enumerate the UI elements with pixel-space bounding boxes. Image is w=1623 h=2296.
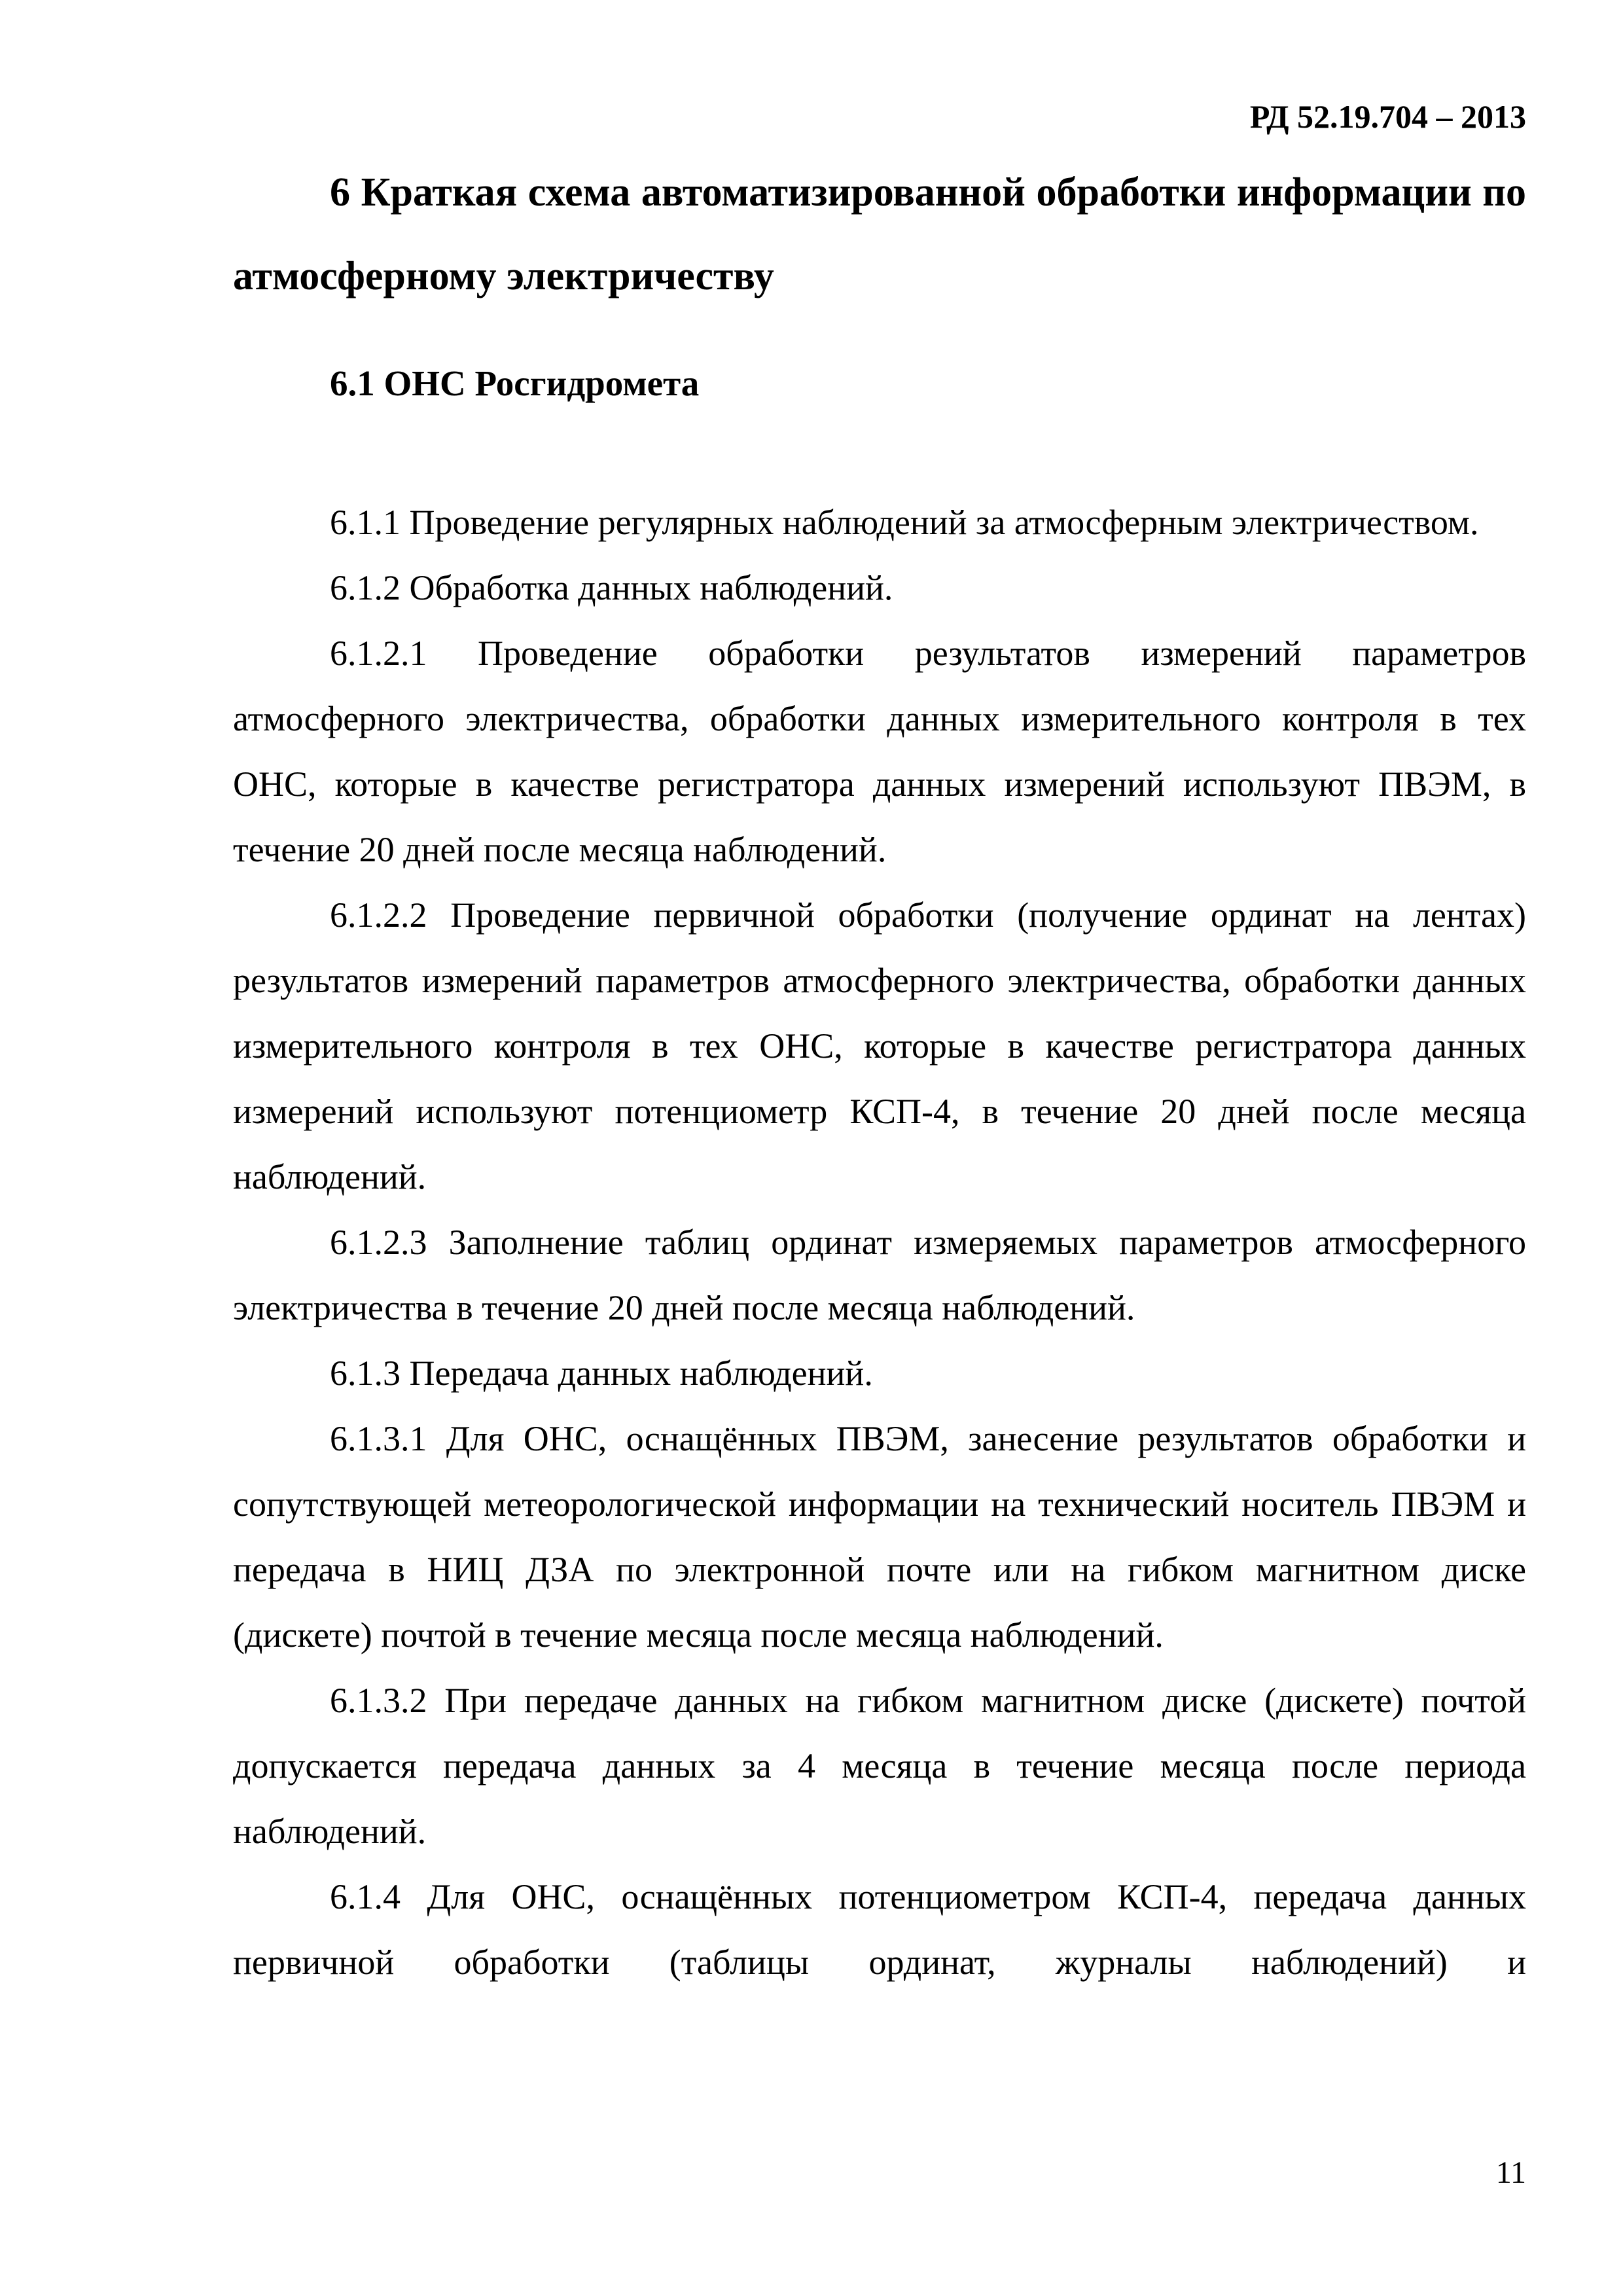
section-title: 6 Краткая схема автоматизированной обработки информации по атмосферному электричеству [233, 170, 1526, 298]
page-number: 11 [1495, 2155, 1526, 2190]
paragraph-6-1-2-3: 6.1.2.3 Заполнение таблиц ординат измеряемых параметров атмосферного электричества в течение 20 дней после месяца наблюдений. [233, 1223, 1526, 1327]
body-text [233, 490, 1526, 1995]
paragraph-6-1-1: 6.1.1 Проведение регулярных наблюдений за атмосферным электричеством. [330, 503, 1479, 542]
subsection-title: 6.1 ОНС Росгидромета [330, 363, 700, 403]
paragraph-6-1-4: 6.1.4 Для ОНС, оснащённых потенциометром КСП-4, передача данных первичной обработки (таблицы ординат, журналы наблюдений) и [233, 1877, 1526, 1982]
paragraph-6-1-3-1: 6.1.3.1 Для ОНС, оснащённых ПВЭМ, занесение результатов обработки и сопутствующей метеорологической информации на технический носитель ПВЭМ и передача в НИЦ ДЗА по электронной почте или на гибком магнитном диске (дискете) почтой в течение месяца после месяца наблюдений. [233, 1419, 1526, 1655]
paragraph-6-1-2-1: 6.1.2.1 Проведение обработки результатов измерений параметров атмосферного электричества, обработки данных измерительного контроля в тех ОНС, которые в качестве регистратора данных измерений используют ПВЭМ, в течение 20 дней после месяца наблюдений. [233, 634, 1526, 869]
paragraph-6-1-2-2: 6.1.2.2 Проведение первичной обработки (получение ординат на лентах) результатов измерений параметров атмосферного электричества, обработки данных измерительного контроля в тех ОНС, которые в качестве регистратора данных измерений используют потенциометр КСП-4, в течение 20 дней после месяца наблюдений. [233, 895, 1526, 1196]
paragraph-6-1-2: 6.1.2 Обработка данных наблюдений. [330, 568, 893, 607]
paragraph-6-1-3-2: 6.1.3.2 При передаче данных на гибком магнитном диске (дискете) почтой допускается передача данных за 4 месяца в течение месяца после периода наблюдений. [233, 1681, 1526, 1851]
document-code: РД 52.19.704 – 2013 [1249, 98, 1526, 135]
paragraph-6-1-3: 6.1.3 Передача данных наблюдений. [330, 1354, 873, 1393]
